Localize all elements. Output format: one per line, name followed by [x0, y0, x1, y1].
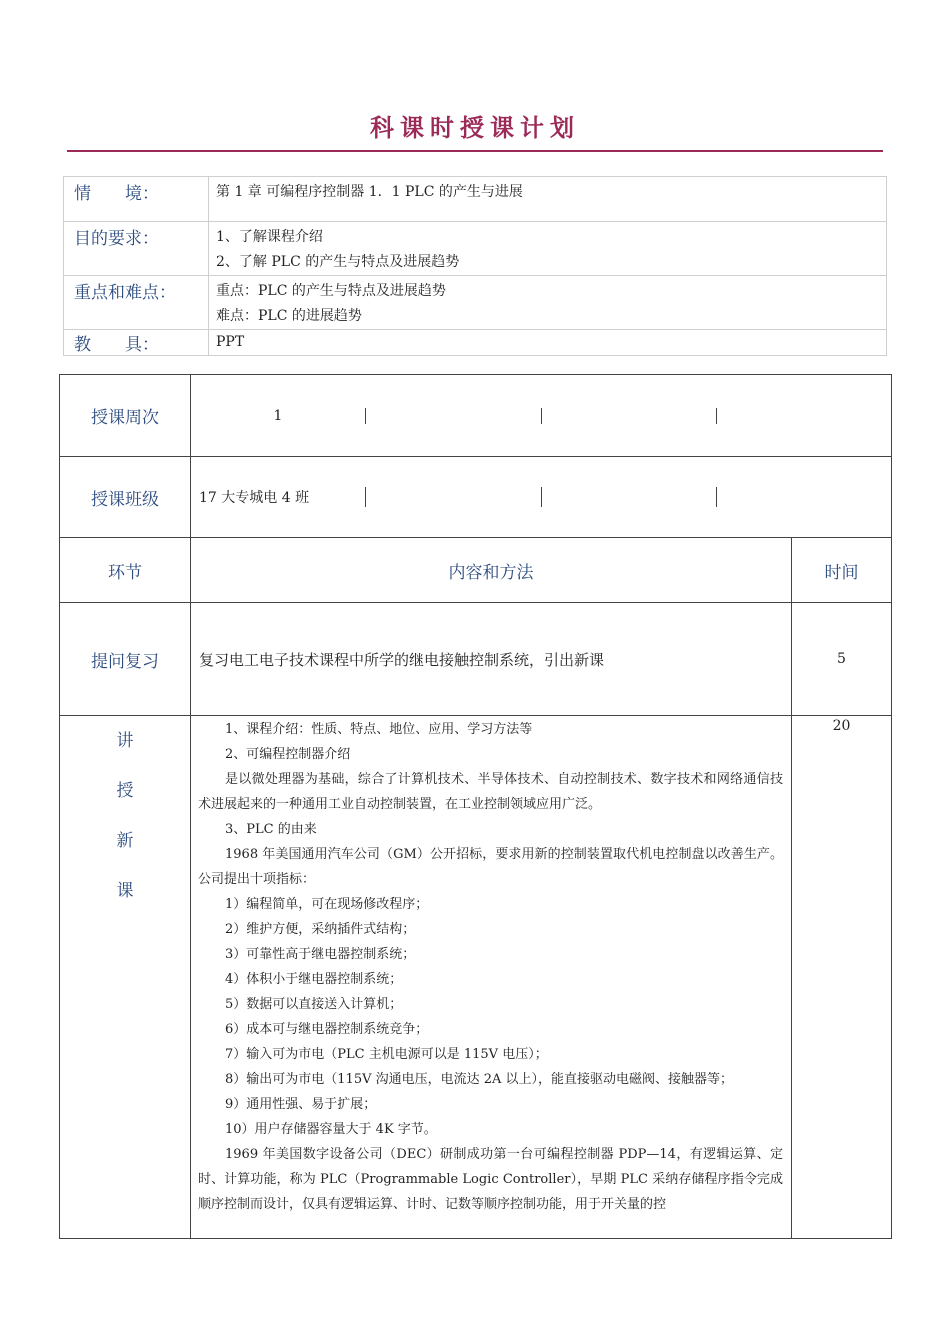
col-header-content: 内容和方法 — [191, 538, 792, 603]
content-paragraph: 7）输入可为市电（PLC 主机电源可以是 115V 电压）； — [225, 1047, 548, 1062]
info-value-line: 1、了解课程介绍 — [216, 229, 323, 245]
info-value-line: 难点：PLC 的进展趋势 — [216, 308, 362, 324]
content-paragraph: 1968 年美国通用汽车公司（GM）公开招标，要求用新的控制装置取代机电控制盘以改善生产。公司提出十项指标： — [198, 847, 783, 887]
new-lesson-time: 20 — [792, 716, 892, 1239]
week-label: 授课周次 — [60, 375, 191, 457]
new-lesson-char: 讲 — [116, 731, 134, 751]
plan-row-new-lesson — [60, 716, 892, 1239]
col-header-time: 时间 — [792, 538, 892, 603]
info-label: 教 具： — [64, 330, 209, 356]
review-time: 5 — [792, 603, 892, 716]
content-paragraph: 1、课程介绍：性质、特点、地位、应用、学习方法等 — [225, 722, 533, 737]
content-paragraph: 6）成本可与继电器控制系统竞争； — [225, 1022, 429, 1037]
content-paragraph: 1）编程简单，可在现场修改程序； — [225, 897, 429, 912]
class-label: 授课班级 — [60, 457, 191, 538]
empty-cell — [542, 487, 717, 507]
col-header-section: 环节 — [60, 538, 191, 603]
content-paragraph: 1969 年美国数字设备公司（DEC）研制成功第一台可编程控制器 PDP—14，有逻辑运算、定时、计算功能，称为 PLC（Programmable Logic Controller），早期 PLC 采纳存储程序指令完成顺序控制而设计，仅具有逻辑运算、计时、记数等顺序控制功能，用于开关量的控 — [198, 1147, 783, 1212]
empty-cell — [717, 408, 892, 424]
content-paragraph: 10）用户存储器容量大于 4K 字节。 — [225, 1122, 437, 1137]
plan-header-row — [60, 538, 892, 603]
info-label: 情 境： — [64, 177, 209, 222]
content-paragraph: 3）可靠性高于继电器控制系统； — [225, 947, 416, 962]
new-lesson-char: 授 — [116, 781, 134, 801]
info-row-context — [64, 177, 887, 222]
content-paragraph: 9）通用性强、易于扩展； — [225, 1097, 377, 1112]
title-divider — [67, 150, 883, 152]
content-paragraph: 8）输出可为市电（115V 沟通电压，电流达 2A 以上），能直接驱动电磁阀、接触器等； — [225, 1072, 734, 1087]
info-row-tools — [64, 330, 887, 356]
content-paragraph: 是以微处理器为基础，综合了计算机技术、半导体技术、自动控制技术、数字技术和网络通信技术进展起来的一种通用工业自动控制装置，在工业控制领域应用广泛。 — [198, 772, 783, 812]
new-lesson-content — [191, 716, 792, 1239]
teaching-plan-table — [59, 374, 892, 1239]
plan-row-class — [60, 457, 892, 538]
new-lesson-char: 新 — [116, 831, 134, 851]
content-paragraph: 3、PLC 的由来 — [225, 822, 317, 837]
info-value-line: PPT — [216, 334, 245, 350]
info-label: 目的要求： — [64, 222, 209, 276]
content-paragraph: 5）数据可以直接送入计算机； — [225, 997, 403, 1012]
page-title: 科课时授课计划 — [370, 113, 580, 142]
class-value: 17 大专城电 4 班 — [199, 490, 310, 506]
plan-row-review — [60, 603, 892, 716]
info-row-objectives — [64, 222, 887, 276]
info-label: 重点和难点： — [64, 276, 209, 330]
info-row-key-points — [64, 276, 887, 330]
info-value-line: 2、了解 PLC 的产生与特点及进展趋势 — [216, 254, 460, 270]
empty-cell — [366, 487, 542, 507]
week-value: 1 — [273, 407, 283, 424]
new-lesson-char: 课 — [116, 881, 134, 901]
content-paragraph: 4）体积小于继电器控制系统； — [225, 972, 403, 987]
review-label: 提问复习 — [60, 603, 191, 716]
content-paragraph: 2、可编程控制器介绍 — [225, 747, 351, 762]
review-text: 复习电工电子技术课程中所学的继电接触控制系统，引出新课 — [191, 603, 792, 716]
plan-row-week — [60, 375, 892, 457]
empty-cell — [717, 487, 892, 507]
info-value-line: 重点：PLC 的产生与特点及进展趋势 — [216, 283, 446, 299]
info-value-line: 第 1 章 可编程序控制器 1．1 PLC 的产生与进展 — [216, 184, 523, 200]
new-lesson-label — [60, 716, 191, 1239]
lesson-info-table — [63, 176, 887, 356]
content-paragraph: 2）维护方便，采纳插件式结构； — [225, 922, 416, 937]
empty-cell — [366, 408, 542, 424]
empty-cell — [542, 408, 717, 424]
